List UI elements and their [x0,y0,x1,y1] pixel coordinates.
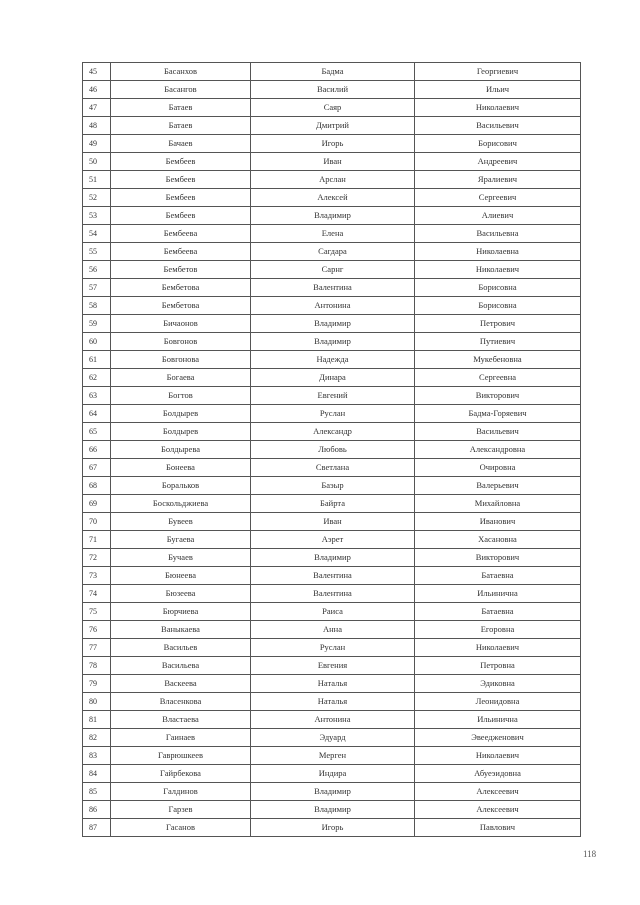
patronymic-cell: Васильевич [415,117,581,135]
row-number: 83 [83,747,111,765]
first-name-cell: Игорь [251,135,415,153]
table-row [83,783,581,801]
table-row [83,657,581,675]
row-number: 80 [83,693,111,711]
first-name-cell: Владимир [251,333,415,351]
first-name-cell: Валентина [251,567,415,585]
row-number: 62 [83,369,111,387]
table-row [83,459,581,477]
last-name-cell: Богаева [111,369,251,387]
last-name-cell: Бонеева [111,459,251,477]
row-number: 84 [83,765,111,783]
first-name-cell: Евгения [251,657,415,675]
last-name-cell: Басангов [111,81,251,99]
table-row [83,549,581,567]
patronymic-cell: Эвеедженович [415,729,581,747]
table-row [83,405,581,423]
row-number: 70 [83,513,111,531]
table-row [83,729,581,747]
last-name-cell: Галдинов [111,783,251,801]
first-name-cell: Наталья [251,693,415,711]
first-name-cell: Василий [251,81,415,99]
first-name-cell: Валентина [251,585,415,603]
row-number: 81 [83,711,111,729]
patronymic-cell: Алексеевич [415,783,581,801]
table-row [83,261,581,279]
patronymic-cell: Викторович [415,387,581,405]
last-name-cell: Васкеева [111,675,251,693]
first-name-cell: Светлана [251,459,415,477]
patronymic-cell: Абуеэидовна [415,765,581,783]
first-name-cell: Владимир [251,549,415,567]
table-row [83,675,581,693]
last-name-cell: Батаев [111,99,251,117]
last-name-cell: Бембеев [111,189,251,207]
last-name-cell: Бюзеева [111,585,251,603]
first-name-cell: Саяр [251,99,415,117]
last-name-cell: Гасанов [111,819,251,837]
last-name-cell: Бовгонова [111,351,251,369]
last-name-cell: Васильев [111,639,251,657]
first-name-cell: Антонина [251,297,415,315]
row-number: 71 [83,531,111,549]
patronymic-cell: Ильиничнa [415,585,581,603]
last-name-cell: Боральков [111,477,251,495]
row-number: 78 [83,657,111,675]
patronymic-cell: Николаевич [415,747,581,765]
table-row [83,765,581,783]
table-row [83,279,581,297]
table-row [83,693,581,711]
first-name-cell: Владимир [251,801,415,819]
patronymic-cell: Сергеевич [415,189,581,207]
row-number: 59 [83,315,111,333]
patronymic-cell: Леонидовна [415,693,581,711]
patronymic-cell: Алексеевич [415,801,581,819]
row-number: 68 [83,477,111,495]
table-row [83,513,581,531]
table-body [83,63,581,837]
patronymic-cell: Бадма-Горяевич [415,405,581,423]
table-row [83,207,581,225]
patronymic-cell: Николаевич [415,99,581,117]
patronymic-cell: Эдиковна [415,675,581,693]
row-number: 60 [83,333,111,351]
row-number: 76 [83,621,111,639]
table-row [83,423,581,441]
row-number: 45 [83,63,111,81]
last-name-cell: Бембеев [111,153,251,171]
last-name-cell: Власенкова [111,693,251,711]
patronymic-cell: Иванович [415,513,581,531]
table-row [83,99,581,117]
patronymic-cell: Борисович [415,135,581,153]
table-row [83,441,581,459]
first-name-cell: Евгений [251,387,415,405]
table-row [83,621,581,639]
table-row [83,711,581,729]
patronymic-cell: Николаевич [415,639,581,657]
table-row [83,153,581,171]
first-name-cell: Байрта [251,495,415,513]
last-name-cell: Ваныкаева [111,621,251,639]
patronymic-cell: Петровна [415,657,581,675]
first-name-cell: Баэыр [251,477,415,495]
last-name-cell: Гарзев [111,801,251,819]
row-number: 55 [83,243,111,261]
first-name-cell: Мерген [251,747,415,765]
first-name-cell: Владимир [251,315,415,333]
row-number: 49 [83,135,111,153]
first-name-cell: Валентина [251,279,415,297]
patronymic-cell: Сергеевна [415,369,581,387]
row-number: 52 [83,189,111,207]
last-name-cell: Бюрчиева [111,603,251,621]
last-name-cell: Богтов [111,387,251,405]
table-row [83,333,581,351]
first-name-cell: Александр [251,423,415,441]
last-name-cell: Бембеев [111,207,251,225]
first-name-cell: Руслан [251,639,415,657]
row-number: 86 [83,801,111,819]
last-name-cell: Болдырев [111,405,251,423]
first-name-cell: Бадма [251,63,415,81]
table-row [83,585,581,603]
table-row [83,171,581,189]
last-name-cell: Бембетова [111,297,251,315]
patronymic-cell: Георгиевич [415,63,581,81]
last-name-cell: Властаева [111,711,251,729]
first-name-cell: Индира [251,765,415,783]
personnel-table [82,62,581,837]
last-name-cell: Бовгонов [111,333,251,351]
table-row [83,117,581,135]
patronymic-cell: Ильич [415,81,581,99]
row-number: 63 [83,387,111,405]
last-name-cell: Бувеев [111,513,251,531]
first-name-cell: Аэрет [251,531,415,549]
row-number: 51 [83,171,111,189]
row-number: 85 [83,783,111,801]
patronymic-cell: Александровна [415,441,581,459]
last-name-cell: Гаинаев [111,729,251,747]
table-row [83,63,581,81]
patronymic-cell: Михайловна [415,495,581,513]
first-name-cell: Руслан [251,405,415,423]
patronymic-cell: Егоровна [415,621,581,639]
patronymic-cell: Путиевич [415,333,581,351]
table-row [83,531,581,549]
table-row [83,351,581,369]
first-name-cell: Динара [251,369,415,387]
first-name-cell: Дмитрий [251,117,415,135]
patronymic-cell: Хасановна [415,531,581,549]
first-name-cell: Наталья [251,675,415,693]
row-number: 67 [83,459,111,477]
row-number: 61 [83,351,111,369]
last-name-cell: Бюнеева [111,567,251,585]
patronymic-cell: Ильиничнa [415,711,581,729]
row-number: 69 [83,495,111,513]
first-name-cell: Раиса [251,603,415,621]
row-number: 87 [83,819,111,837]
row-number: 66 [83,441,111,459]
table-row [83,225,581,243]
last-name-cell: Бачаев [111,135,251,153]
row-number: 82 [83,729,111,747]
last-name-cell: Бембеев [111,171,251,189]
patronymic-cell: Очировна [415,459,581,477]
first-name-cell: Анна [251,621,415,639]
table-row [83,297,581,315]
row-number: 65 [83,423,111,441]
patronymic-cell: Валерьевич [415,477,581,495]
table-row [83,819,581,837]
last-name-cell: Болдырева [111,441,251,459]
row-number: 64 [83,405,111,423]
patronymic-cell: Батаевна [415,603,581,621]
patronymic-cell: Батаевна [415,567,581,585]
table-row [83,495,581,513]
first-name-cell: Антонина [251,711,415,729]
last-name-cell: Бучаев [111,549,251,567]
patronymic-cell: Алиевич [415,207,581,225]
table-row [83,81,581,99]
row-number: 50 [83,153,111,171]
last-name-cell: Бугаева [111,531,251,549]
patronymic-cell: Борисовна [415,279,581,297]
row-number: 48 [83,117,111,135]
table-row [83,243,581,261]
page-number: 118 [583,849,597,859]
first-name-cell: Сагдара [251,243,415,261]
first-name-cell: Любовь [251,441,415,459]
patronymic-cell: Петрович [415,315,581,333]
patronymic-cell: Андреевич [415,153,581,171]
table-row [83,603,581,621]
row-number: 46 [83,81,111,99]
patronymic-cell: Васильевна [415,225,581,243]
table-row [83,747,581,765]
row-number: 74 [83,585,111,603]
last-name-cell: Гаврюшкеев [111,747,251,765]
patronymic-cell: Николаевич [415,261,581,279]
patronymic-cell: Николаевна [415,243,581,261]
last-name-cell: Болдырев [111,423,251,441]
table-row [83,801,581,819]
last-name-cell: Бембеева [111,243,251,261]
first-name-cell: Владимир [251,207,415,225]
table-row [83,387,581,405]
table-row [83,567,581,585]
first-name-cell: Елена [251,225,415,243]
last-name-cell: Васильева [111,657,251,675]
row-number: 77 [83,639,111,657]
patronymic-cell: Викторович [415,549,581,567]
last-name-cell: Гайрбекова [111,765,251,783]
first-name-cell: Надежда [251,351,415,369]
first-name-cell: Иван [251,153,415,171]
row-number: 75 [83,603,111,621]
last-name-cell: Басанхов [111,63,251,81]
row-number: 58 [83,297,111,315]
first-name-cell: Эдуард [251,729,415,747]
last-name-cell: Бембетова [111,279,251,297]
patronymic-cell: Мукебеновна [415,351,581,369]
patronymic-cell: Яралиевич [415,171,581,189]
row-number: 56 [83,261,111,279]
patronymic-cell: Павлович [415,819,581,837]
row-number: 47 [83,99,111,117]
table-row [83,477,581,495]
first-name-cell: Арслан [251,171,415,189]
last-name-cell: Бичаонов [111,315,251,333]
last-name-cell: Боскольджиева [111,495,251,513]
row-number: 72 [83,549,111,567]
first-name-cell: Игорь [251,819,415,837]
row-number: 79 [83,675,111,693]
table-row [83,639,581,657]
row-number: 73 [83,567,111,585]
patronymic-cell: Борисовна [415,297,581,315]
row-number: 53 [83,207,111,225]
row-number: 54 [83,225,111,243]
first-name-cell: Владимир [251,783,415,801]
first-name-cell: Сарнг [251,261,415,279]
table-row [83,189,581,207]
last-name-cell: Батаев [111,117,251,135]
last-name-cell: Бембеева [111,225,251,243]
last-name-cell: Бембетов [111,261,251,279]
table-row [83,369,581,387]
patronymic-cell: Васильевич [415,423,581,441]
row-number: 57 [83,279,111,297]
table-row [83,315,581,333]
table-row [83,135,581,153]
first-name-cell: Иван [251,513,415,531]
first-name-cell: Алексей [251,189,415,207]
